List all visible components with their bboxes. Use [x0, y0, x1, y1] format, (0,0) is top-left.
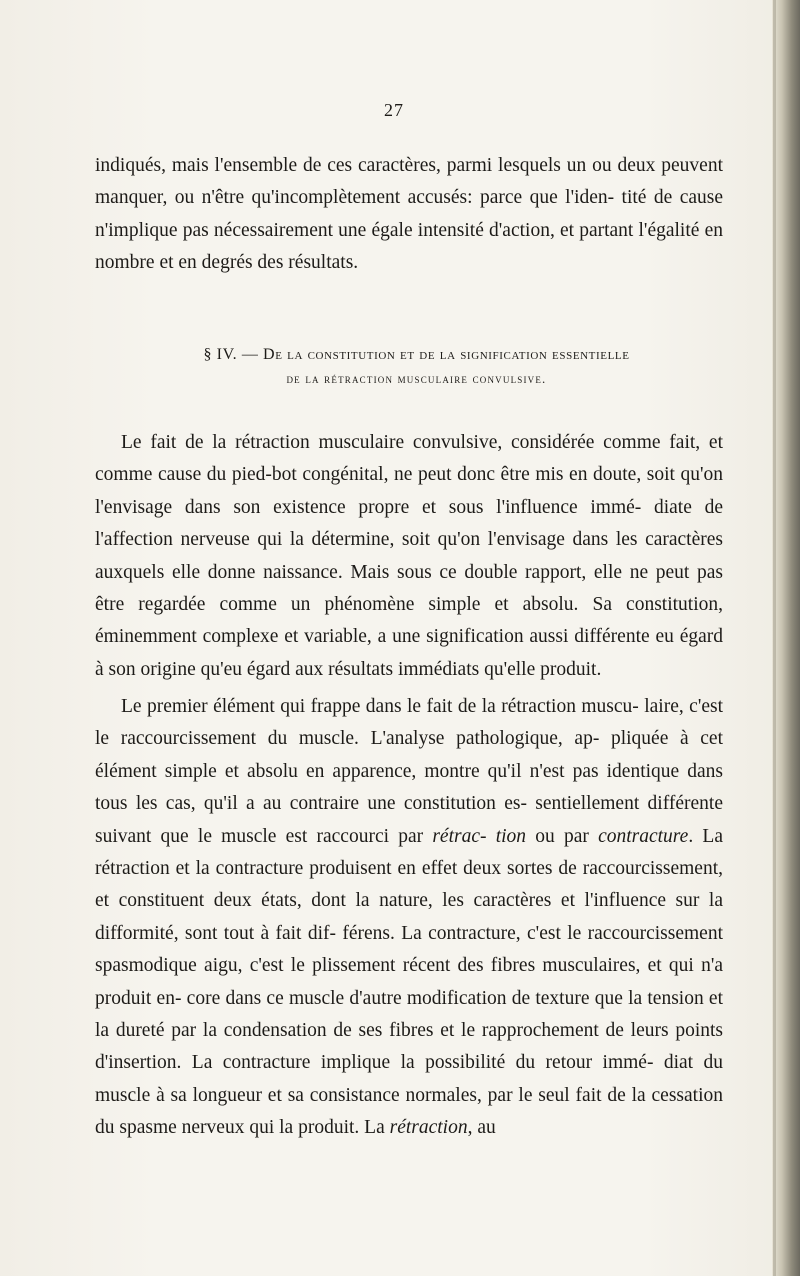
- body-text-segment: ou par: [526, 825, 599, 847]
- body-text-segment: Le premier élément qui frappe dans le fait de la rétraction muscu- laire, c'est le raccourcissement du muscle. L'analyse pathologique, ap- pliquée à cet élément simple et absolu en apparence, montre qu'il n'est pas identique dans tous les cas, qu'il a au contraire une constitution es- sentiellement différente suivant que le muscle est raccourci par: [95, 696, 723, 847]
- page-binding-edge: [772, 0, 800, 1276]
- section-heading-line-1: § IV. — De la constitution et de la signification essentielle: [203, 346, 630, 363]
- section-heading: [110, 343, 723, 391]
- page-number: 27: [384, 100, 404, 120]
- binding-shadow-line: [773, 0, 776, 1276]
- body-paragraph-1: Le fait de la rétraction musculaire convulsive, considérée comme fait, et comme cause du pied-bot congénital, ne peut donc être mis en doute, soit qu'on l'envisage dans son existence propre et sous l'influence immé- diate de l'affection nerveuse qui la détermine, soit qu'on l'envisage dans les caractères auxquels elle donne naissance. Mais sous ce double rapport, elle ne peut pas être regardée comme un phénomène simple et absolu. Sa constitution, éminemment complexe et variable, a une signification aussi différente eu égard à son origine qu'eu égard aux résultats immédiats qu'elle produit.: [95, 432, 723, 680]
- body-text-segment: , au: [467, 1117, 496, 1139]
- italic-term-retraction: rétrac- tion: [432, 825, 527, 847]
- body-text-segment: . La rétraction et la contracture produisent en effet deux sortes de raccourcissement, et constituent deux états, dont la nature, les caractères et l'influence sur la difformité, sont tout à fait dif- férens. La contracture, c'est le raccourcissement spasmodique aigu, c'est le plissement récent des fibres musculaires, et qui n'a produit en- core dans ce muscle d'autre modification de texture que la tension et la dureté par la condensation de ses fibres et le rapprochement de leurs points d'insertion. La contracture implique la possibilité du retour immé- diat du muscle à sa longueur et sa consistance normales, par le seul fait de la cessation du spasme nerveux qui la produit. La: [95, 825, 723, 1139]
- intro-paragraph: indiqués, mais l'ensemble de ces caractères, parmi lesquels un ou deux peuvent manquer, ou n'être qu'incomplètement accusés: parce que l'iden- tité de cause n'implique pas nécessairement une égale intensité d'action, et partant l'égalité en nombre et en degrés des résultats.: [95, 155, 723, 274]
- body-paragraph-2: [95, 691, 723, 1145]
- section-heading-line-2: de la rétraction musculaire convulsive.: [286, 371, 547, 386]
- italic-term-retraction: rétraction: [389, 1117, 468, 1139]
- italic-term-contracture: contracture: [598, 825, 689, 847]
